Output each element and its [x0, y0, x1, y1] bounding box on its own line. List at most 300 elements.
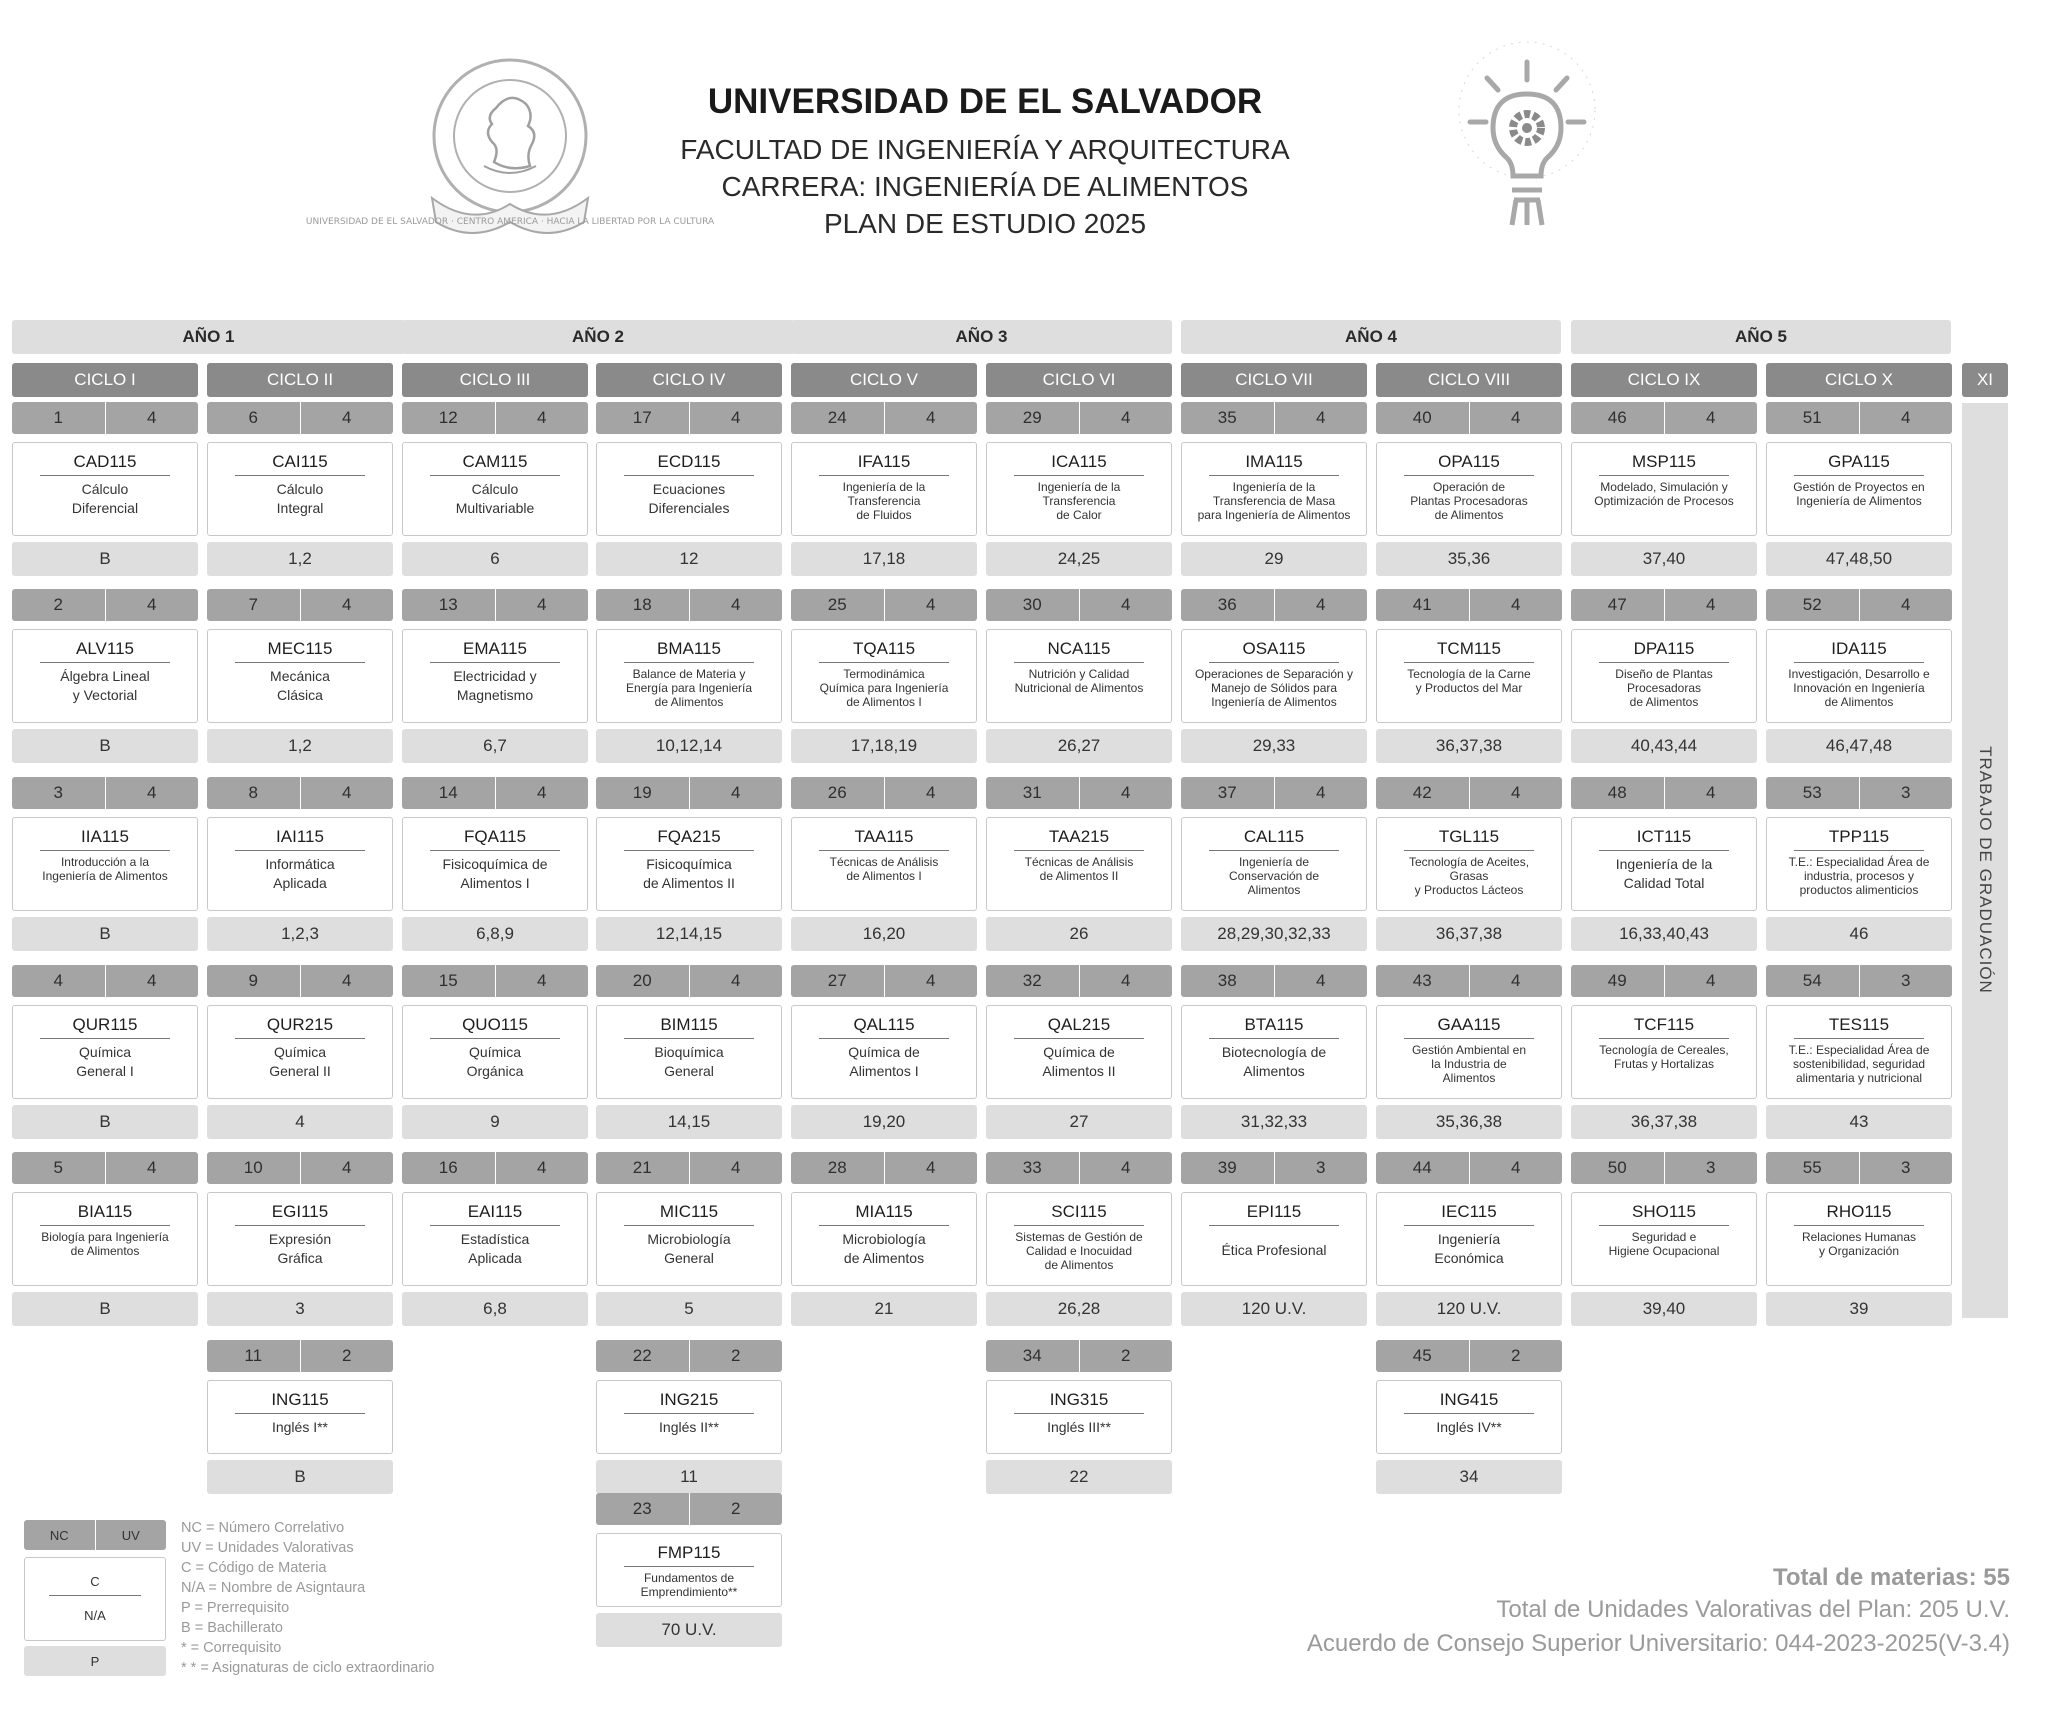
- subject-code: IIA115: [40, 827, 170, 851]
- subject-nc: 49: [1607, 971, 1627, 990]
- university-seal-logo: [305, 48, 715, 248]
- subject-prerequisite: 17,18: [791, 542, 977, 576]
- subject-nc: 28: [827, 1158, 847, 1177]
- subject-box: [402, 1005, 588, 1099]
- subject-name: Seguridad e Higiene Ocupacional: [1608, 1230, 1720, 1258]
- subject-nc-uv: [791, 965, 977, 997]
- subject-name: Ingeniería de Conservación de Alimentos: [1228, 855, 1320, 897]
- subject-uv: 4: [1664, 402, 1758, 434]
- subject-code: ING215: [624, 1390, 754, 1414]
- subject-code: BMA115: [624, 639, 754, 663]
- seal-motto: UNIVERSIDAD DE EL SALVADOR · CENTRO AMERICA · HACIA LA LIBERTAD POR LA CULTURA: [305, 217, 715, 227]
- subject-code: QUO115: [430, 1015, 560, 1039]
- subject-name: Microbiología General: [647, 1231, 731, 1266]
- subject-code: TQA115: [819, 639, 949, 663]
- subject-box: [12, 1192, 198, 1286]
- subject-box: [1181, 817, 1367, 911]
- subject-nc: 6: [248, 408, 258, 427]
- subject-code: QUR115: [40, 1015, 170, 1039]
- subject-box: [986, 442, 1172, 536]
- subject-code: TCM115: [1404, 639, 1534, 663]
- subject-box: [791, 629, 977, 723]
- subject-code: ICA115: [1014, 452, 1144, 476]
- subject-uv: 4: [1274, 402, 1368, 434]
- subject-nc: 52: [1802, 595, 1822, 614]
- cycle-header: CICLO VIII: [1376, 363, 1562, 397]
- legend-line: N/A = Nombre de Asigntaura: [181, 1580, 366, 1596]
- subject-uv: 4: [1859, 402, 1953, 434]
- subject-nc-uv: [1181, 589, 1367, 621]
- career-title: CARRERA: INGENIERÍA DE ALIMENTOS: [721, 171, 1249, 202]
- subject-box: [1376, 817, 1562, 911]
- subject-code: TCF115: [1599, 1015, 1729, 1039]
- legend-p: P: [24, 1646, 166, 1676]
- subject-box: [596, 1005, 782, 1099]
- subject-name: Biología para Ingeniería de Alimentos: [41, 1230, 169, 1258]
- subject-uv: 2: [689, 1493, 783, 1525]
- subject-prerequisite: 36,37,38: [1376, 729, 1562, 763]
- subject-code: TAA215: [1014, 827, 1144, 851]
- subject-code: TPP115: [1794, 827, 1924, 851]
- subject-box: [1766, 442, 1952, 536]
- subject-nc-uv: [207, 1340, 393, 1372]
- subject-uv: 2: [1469, 1340, 1563, 1372]
- subject-name: Nutrición y Calidad Nutricional de Alimentos: [1014, 667, 1144, 695]
- subject-prerequisite: 21: [791, 1292, 977, 1326]
- subject-box: [596, 817, 782, 911]
- subject-prerequisite: B: [12, 542, 198, 576]
- subject-box: [207, 817, 393, 911]
- subject-uv: 2: [1079, 1340, 1173, 1372]
- subject-box: [1571, 442, 1757, 536]
- subject-code: CAM115: [430, 452, 560, 476]
- subject-box: [791, 817, 977, 911]
- subject-nc: 27: [827, 971, 847, 990]
- subject-prerequisite: 46,47,48: [1766, 729, 1952, 763]
- subject-nc: 4: [53, 971, 63, 990]
- subject-nc: 1: [53, 408, 63, 427]
- subject-name: Tecnología de Aceites, Grasas y Productos Lácteos: [1408, 855, 1530, 897]
- subject-name: Ingeniería Económica: [1434, 1231, 1504, 1266]
- subject-box: [1181, 1005, 1367, 1099]
- subject-code: EPI115: [1209, 1202, 1339, 1226]
- subject-nc: 22: [632, 1346, 652, 1365]
- subject-nc-uv: [596, 1493, 782, 1525]
- subject-code: IAI115: [235, 827, 365, 851]
- subject-nc: 19: [632, 783, 652, 802]
- subject-uv: 4: [1079, 777, 1173, 809]
- subject-name: T.E.: Especialidad Área de industria, procesos y productos alimenticios: [1788, 855, 1930, 897]
- subject-nc-uv: [1571, 402, 1757, 434]
- subject-prerequisite: 36,37,38: [1571, 1105, 1757, 1139]
- subject-box: [1181, 629, 1367, 723]
- subject-uv: 4: [1469, 589, 1563, 621]
- subject-nc: 53: [1802, 783, 1822, 802]
- subject-nc: 25: [827, 595, 847, 614]
- subject-nc-uv: [1376, 965, 1562, 997]
- subject-nc-uv: [12, 777, 198, 809]
- subject-box: [1766, 1005, 1952, 1099]
- subject-box: [791, 1192, 977, 1286]
- subject-prerequisite: 28,29,30,32,33: [1181, 917, 1367, 951]
- legend-line: * * = Asignaturas de ciclo extraordinario: [181, 1660, 435, 1676]
- subject-uv: 4: [300, 1152, 394, 1184]
- subject-box: [1571, 629, 1757, 723]
- subject-uv: 4: [1079, 589, 1173, 621]
- subject-nc: 10: [243, 1158, 263, 1177]
- subject-nc-uv: [791, 589, 977, 621]
- subject-name: Fundamentos de Emprendimiento**: [640, 1571, 738, 1599]
- subject-name: Química de Alimentos II: [1042, 1044, 1116, 1079]
- legend-na: N/A: [84, 1608, 106, 1623]
- subject-box: [986, 817, 1172, 911]
- subject-prerequisite: 3: [207, 1292, 393, 1326]
- subject-nc-uv: [207, 402, 393, 434]
- subject-nc: 17: [632, 408, 652, 427]
- subject-uv: 3: [1859, 1152, 1953, 1184]
- subject-prerequisite: 26: [986, 917, 1172, 951]
- subject-nc-uv: [596, 1152, 782, 1184]
- subject-box: [1571, 1192, 1757, 1286]
- subject-name: Introducción a la Ingeniería de Alimentos: [42, 855, 168, 883]
- subject-nc-uv: [402, 402, 588, 434]
- subject-code: ING115: [235, 1390, 365, 1414]
- subject-nc-uv: [986, 777, 1172, 809]
- subject-name: Bioquímica General: [654, 1044, 724, 1079]
- subject-uv: 3: [1859, 965, 1953, 997]
- subject-code: IMA115: [1209, 452, 1339, 476]
- subject-name: Técnicas de Análisis de Alimentos I: [829, 855, 939, 883]
- subject-nc-uv: [986, 589, 1172, 621]
- subject-prerequisite: 22: [986, 1460, 1172, 1494]
- subject-nc: 5: [53, 1158, 63, 1177]
- subject-prerequisite: B: [12, 729, 198, 763]
- subject-uv: 3: [1859, 777, 1953, 809]
- subject-box: [207, 1380, 393, 1454]
- subject-uv: 4: [495, 965, 589, 997]
- subject-box: [402, 442, 588, 536]
- subject-box: [1766, 629, 1952, 723]
- subject-box: [596, 1533, 782, 1607]
- subject-nc: 7: [248, 595, 258, 614]
- subject-name: Ingeniería de la Transferencia de Calor: [1037, 480, 1121, 522]
- subject-uv: 4: [689, 402, 783, 434]
- subject-code: ING415: [1404, 1390, 1534, 1414]
- subject-nc-uv: [1766, 402, 1952, 434]
- subject-code: IEC115: [1404, 1202, 1534, 1226]
- subject-nc: 55: [1802, 1158, 1822, 1177]
- subject-name: Informática Aplicada: [265, 856, 335, 891]
- subject-nc-uv: [402, 777, 588, 809]
- subject-code: MEC115: [235, 639, 365, 663]
- subject-name: Operaciones de Separación y Manejo de Sólidos para Ingeniería de Alimentos: [1194, 667, 1354, 709]
- subject-prerequisite: B: [12, 1105, 198, 1139]
- subject-nc: 18: [632, 595, 652, 614]
- subject-nc: 16: [438, 1158, 458, 1177]
- subject-name: Estadística Aplicada: [460, 1231, 530, 1266]
- year-header: AÑO 2: [402, 320, 794, 354]
- legend-line: * = Correquisito: [181, 1640, 282, 1656]
- subject-prerequisite: 35,36: [1376, 542, 1562, 576]
- subject-nc: 47: [1607, 595, 1627, 614]
- subject-prerequisite: 29: [1181, 542, 1367, 576]
- year-header: AÑO 4: [1181, 320, 1561, 354]
- subject-nc: 12: [438, 408, 458, 427]
- subject-code: GPA115: [1794, 452, 1924, 476]
- subject-nc-uv: [986, 1340, 1172, 1372]
- subject-prerequisite: 36,37,38: [1376, 917, 1562, 951]
- subject-name: Cálculo Diferencial: [71, 481, 139, 516]
- subject-name: Ecuaciones Diferenciales: [648, 481, 730, 516]
- subject-uv: 4: [105, 777, 199, 809]
- subject-nc: 39: [1217, 1158, 1237, 1177]
- subject-box: [1376, 1380, 1562, 1454]
- subject-name: Sistemas de Gestión de Calidad e Inocuidad de Alimentos: [1015, 1230, 1143, 1272]
- subject-code: ING315: [1014, 1390, 1144, 1414]
- subject-code: QAL115: [819, 1015, 949, 1039]
- subject-name: Inglés I**: [271, 1419, 329, 1435]
- subject-name: Mecánica Clásica: [270, 668, 330, 703]
- subject-name: Balance de Materia y Energía para Ingeniería de Alimentos: [625, 667, 753, 709]
- subject-uv: 4: [1469, 965, 1563, 997]
- subject-box: [207, 1005, 393, 1099]
- subject-nc-uv: [1181, 402, 1367, 434]
- subject-nc-uv: [986, 1152, 1172, 1184]
- subject-prerequisite: 1,2: [207, 729, 393, 763]
- subject-prerequisite: 34: [1376, 1460, 1562, 1494]
- subject-uv: 4: [105, 965, 199, 997]
- subject-code: EMA115: [430, 639, 560, 663]
- subject-nc: 11: [244, 1346, 263, 1365]
- subject-nc: 35: [1217, 408, 1237, 427]
- subject-uv: 4: [1859, 589, 1953, 621]
- subject-prerequisite: 26,27: [986, 729, 1172, 763]
- cycle-header: CICLO II: [207, 363, 393, 397]
- subject-prerequisite: 6,7: [402, 729, 588, 763]
- subject-nc-uv: [986, 965, 1172, 997]
- subject-prerequisite: 120 U.V.: [1376, 1292, 1562, 1326]
- subject-name: Química Orgánica: [466, 1044, 524, 1079]
- subject-nc: 24: [827, 408, 847, 427]
- subject-prerequisite: 47,48,50: [1766, 542, 1952, 576]
- subject-code: QAL215: [1014, 1015, 1144, 1039]
- subject-prerequisite: 4: [207, 1105, 393, 1139]
- subject-name: Microbiología de Alimentos: [842, 1231, 926, 1266]
- subject-code: CAI115: [235, 452, 365, 476]
- subject-nc: 9: [248, 971, 258, 990]
- subject-prerequisite: 9: [402, 1105, 588, 1139]
- cycle-header: CICLO III: [402, 363, 588, 397]
- subject-nc-uv: [1766, 1152, 1952, 1184]
- subject-nc-uv: [791, 402, 977, 434]
- subject-uv: 4: [1274, 777, 1368, 809]
- subject-name: Ingeniería de la Calidad Total: [1615, 856, 1713, 891]
- subject-code: FMP115: [624, 1543, 754, 1567]
- subject-name: Química General II: [269, 1044, 331, 1079]
- subject-name: Química General I: [76, 1044, 134, 1079]
- subject-uv: 4: [1274, 965, 1368, 997]
- legend-nc-uv: [24, 1520, 166, 1550]
- subject-uv: 4: [689, 589, 783, 621]
- subject-prerequisite: 6: [402, 542, 588, 576]
- subject-nc-uv: [596, 589, 782, 621]
- subject-box: [207, 1192, 393, 1286]
- subject-box: [1766, 817, 1952, 911]
- subject-nc: 3: [53, 783, 63, 802]
- subject-nc-uv: [596, 402, 782, 434]
- subject-nc-uv: [1766, 965, 1952, 997]
- subject-name: Gestión de Proyectos en Ingeniería de Alimentos: [1793, 480, 1925, 508]
- subject-code: FQA115: [430, 827, 560, 851]
- subject-name: Termodinámica Química para Ingeniería de Alimentos I: [819, 667, 949, 709]
- subject-box: [986, 629, 1172, 723]
- subject-uv: 4: [495, 402, 589, 434]
- subject-nc: 51: [1802, 408, 1822, 427]
- subject-uv: 4: [300, 589, 394, 621]
- subject-nc: 48: [1607, 783, 1627, 802]
- subject-nc-uv: [1376, 1152, 1562, 1184]
- cycle-header: XI: [1962, 363, 2008, 397]
- subject-nc: 32: [1022, 971, 1042, 990]
- subject-name: Fisicoquímica de Alimentos II: [643, 856, 735, 891]
- year-header: AÑO 3: [791, 320, 1172, 354]
- subject-prerequisite: 46: [1766, 917, 1952, 951]
- subject-prerequisite: 11: [596, 1460, 782, 1494]
- subject-prerequisite: 17,18,19: [791, 729, 977, 763]
- subject-nc: 44: [1412, 1158, 1432, 1177]
- subject-prerequisite: 1,2: [207, 542, 393, 576]
- subject-box: [402, 629, 588, 723]
- subject-code: ICT115: [1599, 827, 1729, 851]
- subject-nc: 38: [1217, 971, 1237, 990]
- legend-text: [181, 1518, 435, 1678]
- subject-nc: 34: [1022, 1346, 1042, 1365]
- subject-code: IDA115: [1794, 639, 1924, 663]
- legend-line: C = Código de Materia: [181, 1560, 327, 1576]
- subject-box: [402, 817, 588, 911]
- cycle-header: CICLO I: [12, 363, 198, 397]
- subject-nc-uv: [1571, 777, 1757, 809]
- legend-nc: NC: [49, 1527, 69, 1543]
- subject-code: CAL115: [1209, 827, 1339, 851]
- subject-nc-uv: [986, 402, 1172, 434]
- subject-uv: 4: [1469, 1152, 1563, 1184]
- legend-line: NC = Número Correlativo: [181, 1520, 345, 1536]
- subject-uv: 4: [300, 965, 394, 997]
- subject-nc: 21: [632, 1158, 652, 1177]
- subject-nc-uv: [12, 589, 198, 621]
- subject-uv: 4: [1079, 402, 1173, 434]
- subject-box: [791, 442, 977, 536]
- subject-prerequisite: 43: [1766, 1105, 1952, 1139]
- subject-code: FQA215: [624, 827, 754, 851]
- subject-box: [986, 1380, 1172, 1454]
- subject-name: Expresión Gráfica: [268, 1231, 332, 1266]
- subject-nc: 20: [632, 971, 652, 990]
- subject-name: Diseño de Plantas Procesadoras de Alimentos: [1615, 667, 1713, 709]
- subject-name: Fisicoquímica de Alimentos I: [442, 856, 548, 891]
- cycle-header: CICLO VII: [1181, 363, 1367, 397]
- subject-nc-uv: [1376, 402, 1562, 434]
- subject-prerequisite: 39: [1766, 1292, 1952, 1326]
- subject-uv: 4: [884, 777, 978, 809]
- subject-nc-uv: [596, 1340, 782, 1372]
- subject-code: GAA115: [1404, 1015, 1534, 1039]
- subject-code: DPA115: [1599, 639, 1729, 663]
- total-subjects: Total de materias: 55: [1773, 1564, 2010, 1591]
- subject-code: OPA115: [1404, 452, 1534, 476]
- faculty-lightbulb-logo: [1432, 40, 1622, 250]
- subject-prerequisite: 27: [986, 1105, 1172, 1139]
- subject-box: [986, 1192, 1172, 1286]
- subject-name: Operación de Plantas Procesadoras de Alimentos: [1410, 480, 1528, 522]
- subject-uv: 4: [1079, 965, 1173, 997]
- subject-nc: 15: [438, 971, 458, 990]
- subject-prerequisite: 31,32,33: [1181, 1105, 1367, 1139]
- subject-box: [1571, 1005, 1757, 1099]
- subject-prerequisite: 70 U.V.: [596, 1613, 782, 1647]
- subject-uv: 4: [105, 402, 199, 434]
- year-header: AÑO 1: [12, 320, 405, 354]
- year-header: AÑO 5: [1571, 320, 1951, 354]
- subject-nc-uv: [1376, 777, 1562, 809]
- subject-nc: 13: [438, 595, 458, 614]
- subject-code: EGI115: [235, 1202, 365, 1226]
- subject-box: [1376, 442, 1562, 536]
- subject-uv: 4: [495, 1152, 589, 1184]
- subject-box: [986, 1005, 1172, 1099]
- subject-name: Ingeniería de la Transferencia de Masa para Ingeniería de Alimentos: [1197, 480, 1351, 522]
- subject-nc: 36: [1217, 595, 1237, 614]
- subject-nc-uv: [207, 965, 393, 997]
- legend-code-box: [24, 1557, 166, 1641]
- subject-code: CAD115: [40, 452, 170, 476]
- subject-uv: 4: [1664, 777, 1758, 809]
- subject-nc-uv: [402, 1152, 588, 1184]
- subject-nc-uv: [1181, 777, 1367, 809]
- subject-name: Tecnología de la Carne y Productos del Mar: [1407, 667, 1531, 695]
- subject-prerequisite: 39,40: [1571, 1292, 1757, 1326]
- subject-nc-uv: [1181, 965, 1367, 997]
- subject-prerequisite: 16,33,40,43: [1571, 917, 1757, 951]
- subject-uv: 3: [1274, 1152, 1368, 1184]
- subject-uv: 4: [300, 402, 394, 434]
- subject-code: OSA115: [1209, 639, 1339, 663]
- subject-nc-uv: [1571, 965, 1757, 997]
- subject-code: SCI115: [1014, 1202, 1144, 1226]
- subject-box: [1376, 1192, 1562, 1286]
- subject-box: [12, 1005, 198, 1099]
- subject-nc: 29: [1022, 408, 1042, 427]
- subject-box: [1376, 1005, 1562, 1099]
- subject-uv: 2: [689, 1340, 783, 1372]
- subject-uv: 4: [1079, 1152, 1173, 1184]
- subject-name: Cálculo Multivariable: [455, 481, 535, 516]
- subject-prerequisite: 120 U.V.: [1181, 1292, 1367, 1326]
- subject-name: Investigación, Desarrollo e Innovación en Ingeniería de Alimentos: [1788, 667, 1930, 709]
- subject-uv: 3: [1664, 1152, 1758, 1184]
- subject-code: BIM115: [624, 1015, 754, 1039]
- subject-nc: 33: [1022, 1158, 1042, 1177]
- subject-prerequisite: B: [12, 917, 198, 951]
- subject-prerequisite: 24,25: [986, 542, 1172, 576]
- subject-nc: 43: [1412, 971, 1432, 990]
- subject-name: Química de Alimentos I: [848, 1044, 920, 1079]
- subject-code: RHO115: [1794, 1202, 1924, 1226]
- subject-box: [12, 442, 198, 536]
- subject-prerequisite: 35,36,38: [1376, 1105, 1562, 1139]
- subject-nc: 46: [1607, 408, 1627, 427]
